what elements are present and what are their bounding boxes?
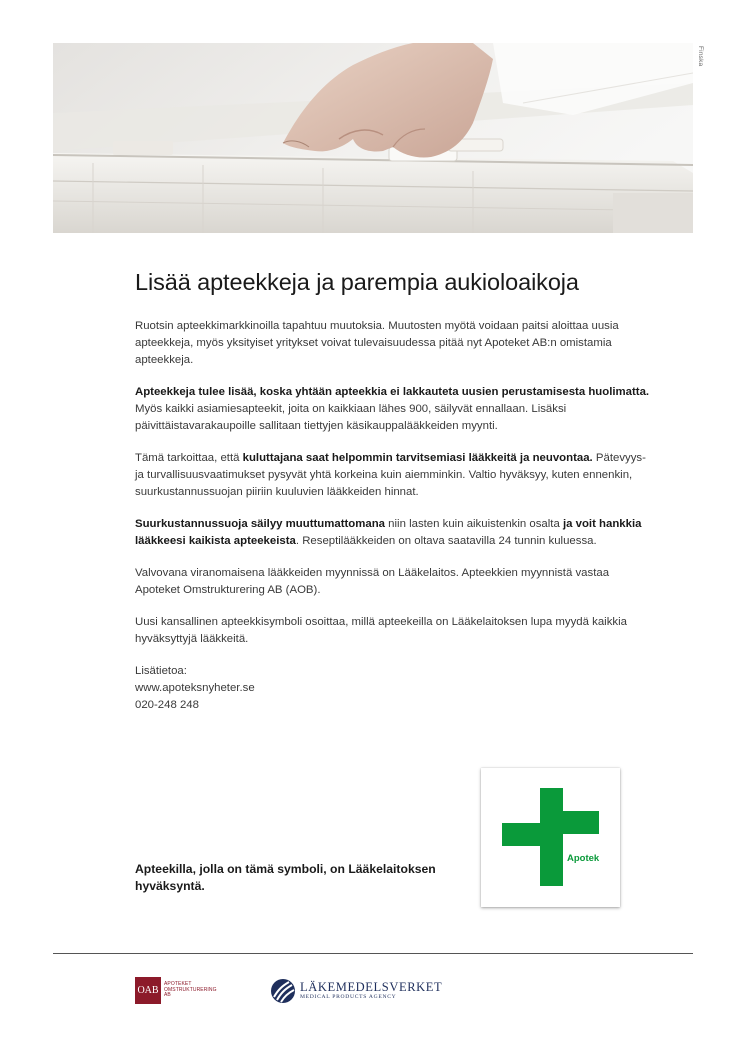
emphasis-text: Apteekkeja tulee lisää, koska yhtään apteekkia ei lakkauteta uusien perustamisesta huolimatta.	[135, 386, 650, 398]
paragraph-consumer	[135, 450, 655, 501]
apotek-symbol-card	[481, 768, 620, 907]
footer-divider	[53, 953, 693, 954]
lakemedelsverket-logo	[270, 978, 442, 1004]
hero-photo	[53, 43, 693, 233]
lakemedelsverket-name: LÄKEMEDELSVERKET	[300, 980, 443, 994]
paragraph-text: Myös kaikki asiamiesapteekit, joita on kaikkiaan lähes 900, säilyvät ennallaan. Lisäksi päivittäistavarakaupoille sallitaan tiettyjen käsikauppalääkkeiden myynti.	[135, 403, 567, 432]
oab-logo	[135, 977, 217, 1004]
oab-logo-mark: OAB	[135, 977, 161, 1004]
contact-label: Lisätietoa:	[135, 665, 187, 677]
paragraph-text: . Reseptilääkkeiden on oltava saatavilla 24 tunnin kuluessa.	[295, 535, 597, 547]
apotek-cross-icon	[481, 768, 620, 907]
symbol-caption: Apteekilla, jolla on tämä symboli, on Lääkelaitoksen hyväksyntä.	[135, 862, 436, 893]
paragraph-text: Tämä tarkoittaa, että	[135, 452, 243, 464]
lakemedelsverket-subtitle: MEDICAL PRODUCTS AGENCY	[300, 994, 397, 1000]
language-label: Finska	[697, 46, 704, 67]
paragraph-text: Pätevyys- ja turvallisuusvaatimukset pysyvät yhtä korkeina kuin aiemminkin. Valtio hyväksyy, kuten ennenkin, suurkustannussuojan piiriin kuuluvien lääkkeiden hinnat.	[135, 452, 646, 498]
contact-info	[135, 663, 655, 714]
oab-logo-line: APOTEKET	[164, 980, 192, 987]
paragraph-cost-protection	[135, 516, 655, 550]
emphasis-text: kuluttajana saat helpommin tarvitsemiasi lääkkeitä ja neuvontaa.	[242, 452, 593, 464]
oab-logo-line: AB	[164, 992, 171, 999]
lakemedelsverket-emblem-icon	[270, 978, 296, 1004]
emphasis-text: Suurkustannussuoja säilyy muuttumattomana	[135, 518, 386, 530]
paragraph-authority: Valvovana viranomaisena lääkkeiden myynnissä on Lääkelaitos. Apteekkien myynnistä vastaa Apoteket Omstrukturering AB (AOB).	[135, 567, 610, 596]
paragraph-text: niin lasten kuin aikuistenkin osalta	[385, 518, 563, 530]
paragraph-symbol: Uusi kansallinen apteekkisymboli osoittaa, millä apteekeilla on Lääkelaitoksen lupa myydä kaikkia hyväksyttyjä lääkkeitä.	[135, 616, 627, 645]
apotek-symbol-text: Apotek	[567, 853, 600, 864]
article-body	[135, 318, 655, 714]
contact-website-link[interactable]: www.apoteksnyheter.se	[135, 682, 255, 694]
contact-phone: 020-248 248	[135, 699, 199, 711]
emphasis-text: ja voit hankkia lääkkeesi kaikista apteekeista	[135, 518, 642, 547]
paragraph-more-pharmacies	[135, 384, 655, 435]
oab-logo-line: OMSTRUKTURERING	[164, 986, 217, 993]
oab-logo-text	[164, 982, 217, 999]
page-title: Lisää apteekkeja ja parempia aukioloaikoja	[135, 269, 579, 295]
paragraph-intro: Ruotsin apteekkimarkkinoilla tapahtuu muutoksia. Muutosten myötä voidaan paitsi aloittaa uusia apteekkeja, myös yksityiset yritykset voivat tulevaisuudessa pitää nyt Apoteket AB:n omistamia apteekkeja.	[135, 320, 619, 366]
